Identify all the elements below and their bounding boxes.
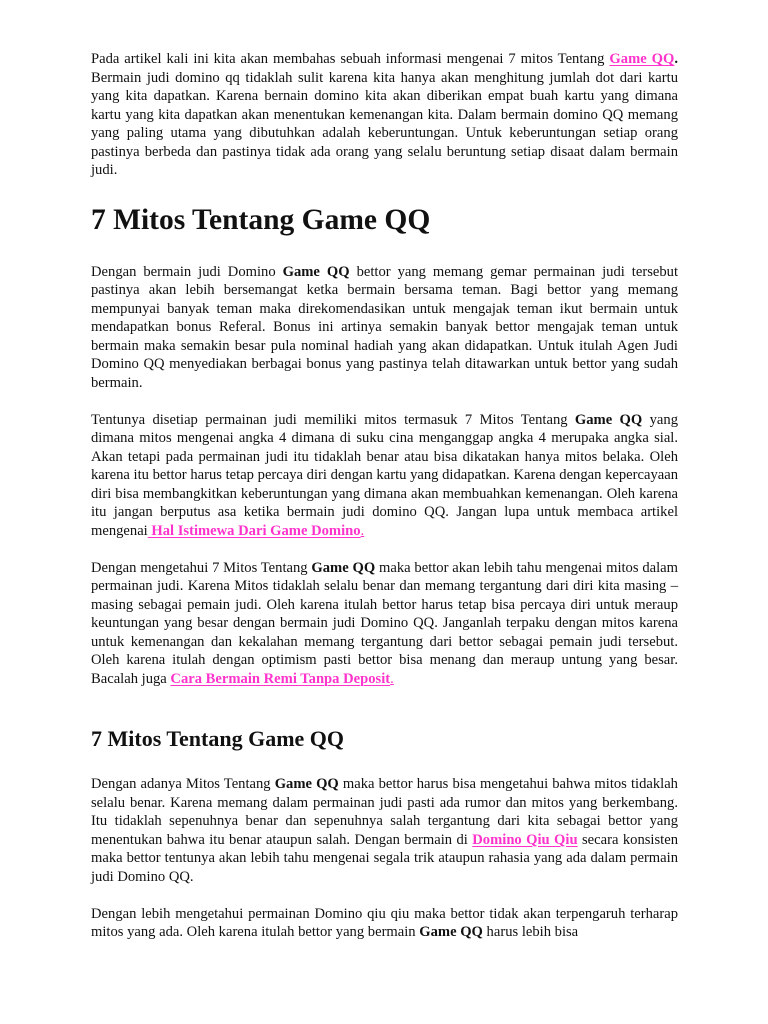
para2-text-2: yang dimana mitos mengenai angka 4 dimana di suku cina menganggap angka 4 merupaka angka sial. Akan tetapi pada permainan judi itu tidaklah benar atau bisa dikatakan hanya mitos belaka. Oleh karena itu bettor harus tetap percaya diri dengan kartu yang didapatkan. Karena dengan kepercayaan diri bisa membangkitkan keberuntungan yang dimana akan membuahkan kemenangan. Oleh karena itu jangan berputus asa ketika bermain judi domino QQ. Jangan lupa untuk membaca artikel mengenai [91, 411, 678, 539]
para3-dot: . [390, 670, 394, 687]
paragraph-gap [91, 392, 678, 411]
intro-paragraph [91, 50, 678, 180]
para1-bold: Game QQ [282, 263, 350, 280]
para4-text-2: maka bettor harus bisa mengetahui bahwa mitos tidaklah selalu benar. Karena memang dalam permainan judi pasti ada rumor dan mitos yang berkembang. Itu tidaklah sepenuhnya benar dan sepenuhnya salah tergantung dari kita sebagai bettor yang menentukan bahwa itu benar ataupun salah. Dengan bermain di [91, 776, 678, 848]
cara-bermain-remi-link[interactable]: Cara Bermain Remi Tanpa Deposit [170, 670, 391, 687]
para5-text-1: Dengan lebih mengetahui permainan Domino qiu qiu maka bettor tidak akan terpengaruh terharap mitos yang ada. Oleh karena itulah bettor yang bermain [91, 905, 678, 940]
para4-bold: Game QQ [274, 776, 339, 792]
hal-istimewa-link[interactable]: Hal Istimewa Dari Game Domino [147, 522, 361, 539]
para4-text-1: Dengan adanya Mitos Tentang [91, 776, 275, 792]
intro-text-2: Bermain judi domino qq tidaklah sulit karena kita hanya akan menghitung jumlah dot dari kartu yang kita dapatkan. Karena bernain domino kita akan diberikan empat buah kartu yang dimana kartu yang kita dapatkan akan menentukan kemenangan kita. Dalam bermain domino QQ memang yang paling utama yang dibutuhkan adalah keberuntungan. Untuk keberuntungan setiap orang pastinya berbeda dan pastinya tidak ada orang yang selalu beruntung setiap disaat dalam bermain judi. [91, 69, 678, 178]
para2-dot: . [360, 522, 365, 539]
para1-text-2: bettor yang memang gemar permainan judi tersebut pastinya akan lebih bersemangat ketka bermain bersama teman. Bagi bettor yang memang mempunyai banyak teman maka direkomendasikan untuk mengajak teman ikut bermain untuk mendapatkan bonus Referal. Bonus ini artinya semakin banyak bettor mengajak teman untuk bermain maka semakin besar pula nominal hadiah yang akan didapatkan. Untuk itulah Agen Judi Domino QQ menyediakan berbagai bonus yang pastinya telah ditawarkan untuk bettor yang sudah bermain. [91, 263, 678, 391]
para3-text-1: Dengan mengetahui 7 Mitos Tentang [91, 559, 312, 576]
section-heading-1: 7 Mitos Tentang Game QQ [91, 203, 431, 236]
paragraph-2 [91, 411, 678, 541]
para5-text-2: harus lebih bisa [482, 924, 579, 940]
intro-text-1: Pada artikel kali ini kita akan membahas sebuah informasi mengenai 7 mitos Tentang [91, 51, 610, 67]
document-page [91, 50, 678, 942]
para1-text-1: Dengan bermain judi Domino [91, 263, 283, 280]
para3-text-2: maka bettor akan lebih tahu mengenai mitos dalam permainan judi. Karena Mitos tidaklah selalu benar dan memang tergantung dari diri kita masing – masing sebagai pemain judi. Oleh karena itulah bettor harus tetap bisa percaya diri untuk meraup keuntungan yang besar dengan bermain judi Domino QQ. Janganlah terpaku dengan mitos karena untuk kemenangan dan kekalahan memang tergantung dari bettor sebagai pemain judi tersebut. Oleh karena itulah dengan optimism pasti bettor bisa menang dan meraup untung yang besar. Bacalah juga [91, 559, 678, 687]
paragraph-5 [91, 905, 678, 942]
para4-text-3: secara konsisten maka bettor tentunya akan lebih tahu mengenai segala trik ataupun rahasia yang ada dalam permain judi Domino QQ. [91, 831, 678, 885]
intro-dot: . [674, 51, 679, 67]
paragraph-3 [91, 559, 678, 689]
game-qq-link[interactable]: Game QQ [609, 51, 675, 67]
para5-bold: Game QQ [419, 924, 483, 940]
paragraph-4 [91, 775, 678, 886]
paragraph-gap [91, 886, 678, 905]
paragraph-1 [91, 263, 678, 393]
para2-text-1: Tentunya disetiap permainan judi memiliki mitos termasuk 7 Mitos Tentang [91, 411, 575, 428]
domino-qiu-qiu-link[interactable]: Domino Qiu Qiu [472, 831, 578, 848]
paragraph-gap [91, 540, 678, 559]
para3-bold: Game QQ [311, 559, 376, 576]
section-heading-2: 7 Mitos Tentang Game QQ [91, 726, 345, 751]
para2-bold: Game QQ [574, 411, 643, 428]
